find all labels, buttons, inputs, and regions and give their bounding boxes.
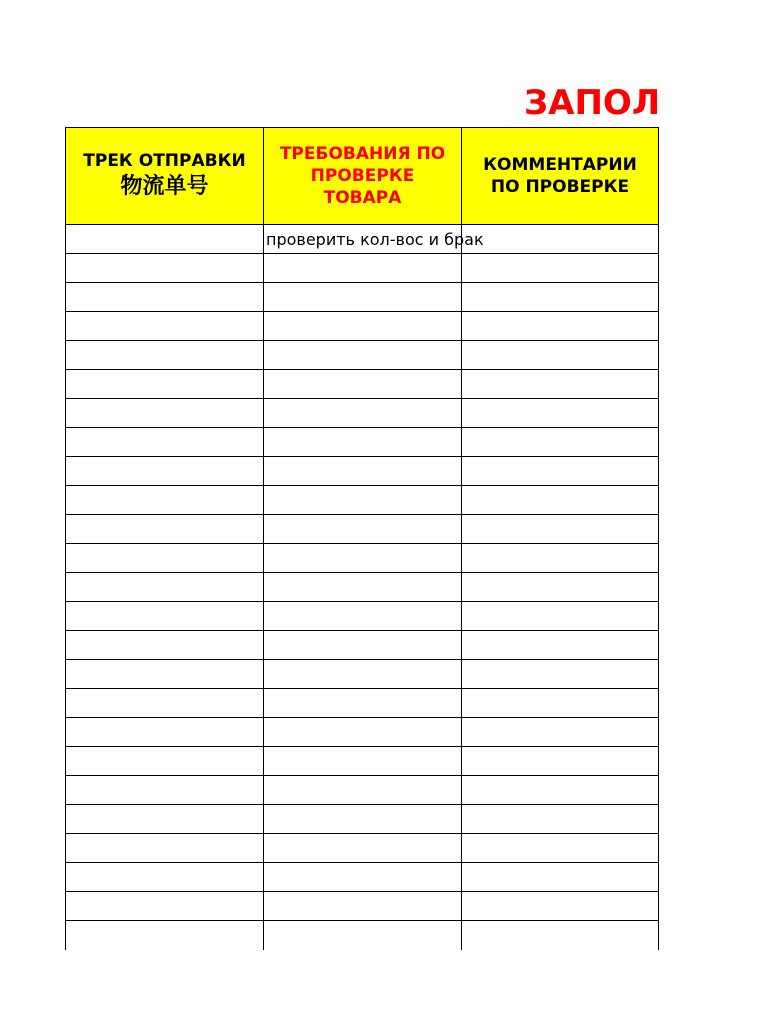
comment-cell[interactable] [461,921,659,950]
comment-cell[interactable] [461,602,659,630]
comment-cell[interactable] [461,283,659,311]
table-row [65,428,659,457]
comment-cell[interactable] [461,892,659,920]
track-cell[interactable] [65,341,263,369]
comment-cell[interactable] [461,254,659,282]
table-row [65,921,659,950]
table-row [65,312,659,341]
comment-cell[interactable] [461,486,659,514]
track-cell[interactable] [65,515,263,543]
requirement-cell[interactable] [263,312,461,340]
requirement-cell[interactable] [263,834,461,862]
comment-cell[interactable] [461,457,659,485]
header-comments-line1: КОММЕНТАРИИ [483,155,637,175]
track-cell[interactable] [65,689,263,717]
requirement-cell[interactable] [263,283,461,311]
table-row [65,399,659,428]
table-row [65,544,659,573]
requirement-cell[interactable] [263,776,461,804]
requirement-cell[interactable] [263,805,461,833]
table-row [65,863,659,892]
requirement-cell[interactable] [263,254,461,282]
table-row [65,660,659,689]
header-requirements-line1: ТРЕБОВАНИЯ ПО [279,144,446,164]
header-requirements [263,128,461,224]
requirement-cell[interactable] [263,544,461,572]
track-cell[interactable] [65,370,263,398]
requirement-cell[interactable] [263,225,484,253]
requirement-cell[interactable] [263,660,461,688]
track-cell[interactable] [65,776,263,804]
table-row [65,776,659,805]
comment-cell[interactable] [461,776,659,804]
track-cell[interactable] [65,805,263,833]
requirement-cell[interactable] [263,428,461,456]
track-cell[interactable] [65,225,263,253]
comment-cell[interactable] [461,399,659,427]
comment-cell[interactable] [461,863,659,891]
header-track-cn: 物流单号 [120,174,209,199]
page-title: ЗАПОЛ [524,83,661,123]
table-body [65,225,659,950]
requirement-cell[interactable] [263,747,461,775]
comment-cell[interactable] [461,312,659,340]
track-cell[interactable] [65,457,263,485]
requirement-cell[interactable] [263,602,461,630]
comment-cell[interactable] [461,370,659,398]
table-row [65,747,659,776]
requirement-cell[interactable] [263,341,461,369]
requirement-cell[interactable] [263,718,461,746]
track-cell[interactable] [65,718,263,746]
track-cell[interactable] [65,921,263,950]
table-row [65,573,659,602]
comment-cell[interactable] [461,341,659,369]
comment-cell[interactable] [461,225,659,253]
comment-cell[interactable] [461,718,659,746]
requirement-cell[interactable] [263,921,461,950]
table-row [65,370,659,399]
header-track-ru: ТРЕК ОТПРАВКИ [83,151,246,171]
track-cell[interactable] [65,254,263,282]
track-cell[interactable] [65,573,263,601]
requirement-cell[interactable] [263,892,461,920]
track-cell[interactable] [65,892,263,920]
track-cell[interactable] [65,747,263,775]
table-row [65,341,659,370]
table-row [65,283,659,312]
table-header-row [65,127,659,225]
requirement-cell[interactable] [263,573,461,601]
table-row [65,805,659,834]
table-row [65,486,659,515]
requirement-cell[interactable] [263,515,461,543]
track-cell[interactable] [65,428,263,456]
header-requirements-line2: ПРОВЕРКЕ [310,166,415,186]
comment-cell[interactable] [461,660,659,688]
track-cell[interactable] [65,283,263,311]
comment-cell[interactable] [461,805,659,833]
comment-cell[interactable] [461,834,659,862]
table-row [65,457,659,486]
header-track [65,128,263,224]
table-row [65,225,659,254]
requirement-cell[interactable] [263,457,461,485]
track-cell[interactable] [65,544,263,572]
comment-cell[interactable] [461,515,659,543]
comment-cell[interactable] [461,544,659,572]
track-cell[interactable] [65,602,263,630]
comment-cell[interactable] [461,689,659,717]
requirement-cell[interactable] [263,631,461,659]
table-row [65,631,659,660]
requirement-cell[interactable] [263,399,461,427]
table-row [65,689,659,718]
comment-cell[interactable] [461,428,659,456]
track-cell[interactable] [65,631,263,659]
track-cell[interactable] [65,486,263,514]
requirement-text: проверить кол-вос и брак [266,230,484,249]
table-row [65,602,659,631]
comment-cell[interactable] [461,747,659,775]
table-row [65,892,659,921]
requirement-cell[interactable] [263,863,461,891]
track-cell[interactable] [65,660,263,688]
table-row [65,254,659,283]
comment-cell[interactable] [461,573,659,601]
header-comments [461,128,659,224]
requirement-cell[interactable] [263,486,461,514]
comment-cell[interactable] [461,631,659,659]
table-row [65,834,659,863]
table-row [65,718,659,747]
track-cell[interactable] [65,312,263,340]
inspection-table [65,127,659,950]
requirement-cell[interactable] [263,689,461,717]
header-requirements-line3: ТОВАРА [323,188,402,208]
track-cell[interactable] [65,863,263,891]
track-cell[interactable] [65,834,263,862]
table-row [65,515,659,544]
track-cell[interactable] [65,399,263,427]
requirement-cell[interactable] [263,370,461,398]
header-comments-line2: ПО ПРОВЕРКЕ [490,177,630,197]
